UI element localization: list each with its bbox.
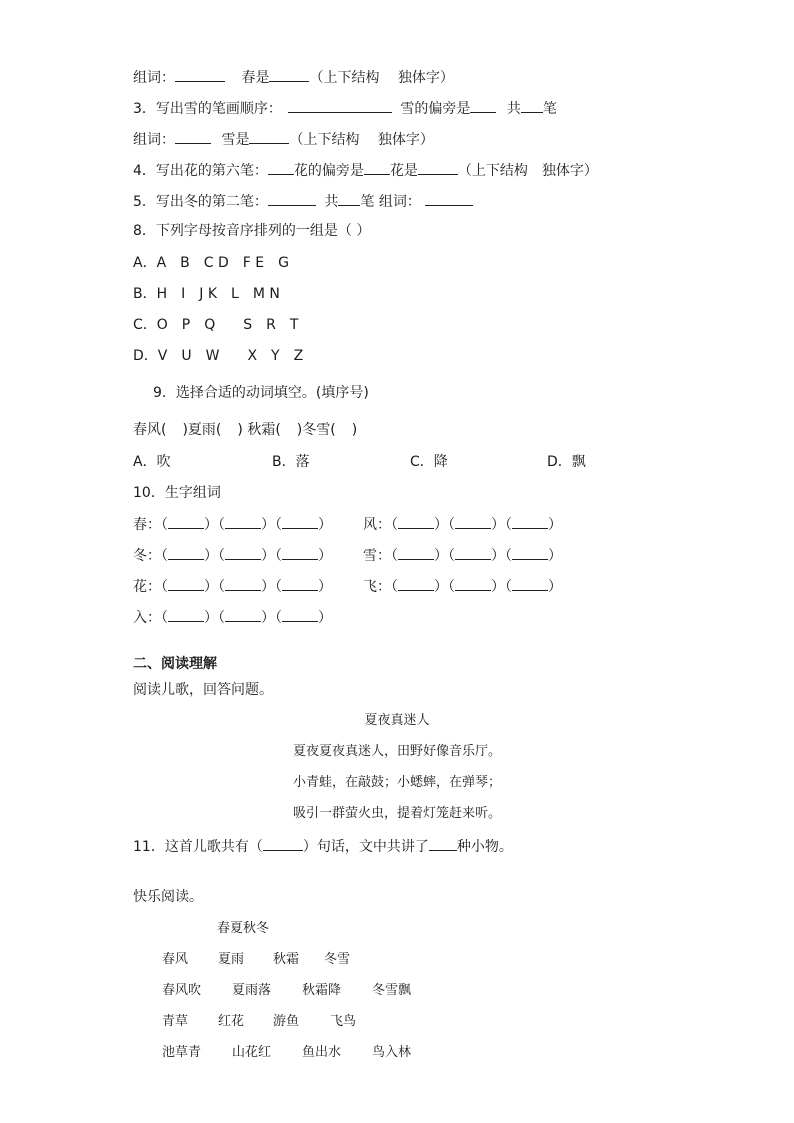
paren-open: （ bbox=[218, 548, 225, 564]
question-8-option-d[interactable]: D．V U W X Y Z bbox=[133, 348, 304, 364]
paren-open: （ bbox=[391, 579, 398, 595]
answer-blank[interactable] bbox=[175, 128, 211, 144]
paren-open: （ bbox=[218, 610, 225, 626]
answer-blank[interactable] bbox=[398, 545, 434, 560]
reading-intro: 快乐阅读。 bbox=[133, 889, 203, 905]
answer-blank[interactable] bbox=[338, 190, 360, 206]
paren-open: （ bbox=[275, 579, 282, 595]
label: 花是 bbox=[389, 163, 418, 179]
paren-close: ） bbox=[261, 579, 275, 595]
paren-close: ） bbox=[548, 579, 562, 595]
reading-word: 鸟入林 bbox=[372, 1045, 412, 1060]
label: 种小物。 bbox=[456, 839, 513, 855]
paren-close: ） bbox=[204, 517, 218, 533]
paren-close: ） bbox=[548, 548, 562, 564]
paren-open: （ bbox=[218, 517, 225, 533]
paren-open: （ bbox=[275, 548, 282, 564]
label: 共 bbox=[506, 101, 521, 117]
character-label: 雪： bbox=[363, 548, 391, 564]
answer-blank[interactable] bbox=[249, 128, 289, 144]
label: 共 bbox=[324, 194, 339, 210]
word-group-row-left bbox=[133, 607, 332, 628]
label: 笔 bbox=[542, 101, 557, 117]
reading-word: 青草 bbox=[162, 1014, 189, 1029]
answer-blank[interactable] bbox=[521, 97, 543, 113]
answer-blank[interactable] bbox=[418, 159, 458, 175]
paren-close: ） bbox=[261, 610, 275, 626]
answer-blank[interactable] bbox=[398, 576, 434, 591]
paren-open: （ bbox=[275, 610, 282, 626]
poem-line: 小青蛙，在敲鼓；小蟋蟀，在弹琴； bbox=[292, 775, 501, 790]
paren-close: ） bbox=[261, 517, 275, 533]
word-group-row-left bbox=[133, 576, 332, 597]
answer-blank[interactable] bbox=[225, 576, 261, 591]
paren-close: ） bbox=[261, 548, 275, 564]
answer-blank[interactable] bbox=[512, 576, 548, 591]
poem-line: 吸引一群萤火虫，提着灯笼赶来听。 bbox=[292, 806, 501, 821]
answer-blank[interactable] bbox=[168, 607, 204, 622]
fill-text: ) bbox=[351, 422, 358, 438]
answer-blank[interactable] bbox=[268, 190, 316, 206]
paren-close: ） bbox=[548, 517, 562, 533]
question-9-stem: 9．选择合适的动词填空。(填序号) bbox=[153, 385, 369, 401]
answer-blank[interactable] bbox=[282, 514, 318, 529]
paren-close: ） bbox=[318, 548, 332, 564]
poem-line: 夏夜夏夜真迷人，田野好像音乐厅。 bbox=[292, 744, 501, 759]
answer-blank[interactable] bbox=[282, 576, 318, 591]
reading-word: 山花红 bbox=[232, 1045, 272, 1060]
fill-text: ) 秋霜( bbox=[237, 422, 281, 438]
paren-open: （ bbox=[218, 579, 225, 595]
answer-blank[interactable] bbox=[512, 514, 548, 529]
answer-blank[interactable] bbox=[225, 514, 261, 529]
character-label: 入： bbox=[133, 610, 161, 626]
label: 笔 组词： bbox=[360, 194, 421, 210]
paren-open: （ bbox=[161, 517, 168, 533]
reading-word: 冬雪 bbox=[324, 952, 351, 967]
label: 组词： bbox=[133, 70, 175, 86]
paren-close: ） bbox=[491, 517, 505, 533]
answer-blank[interactable] bbox=[225, 545, 261, 560]
word-group-row-left bbox=[133, 545, 332, 566]
question-8-option-a[interactable]: A．A B C D F E G bbox=[133, 255, 289, 271]
reading-word: 秋霜 bbox=[273, 952, 300, 967]
reading-word: 春风吹 bbox=[162, 983, 202, 998]
question-4-line bbox=[133, 159, 598, 181]
question-3-stem: 3．写出雪的笔画顺序： bbox=[133, 101, 282, 117]
reading-word: 夏雨落 bbox=[232, 983, 272, 998]
answer-blank[interactable] bbox=[288, 97, 392, 113]
paren-open: （ bbox=[505, 548, 512, 564]
answer-blank[interactable] bbox=[263, 835, 303, 851]
paren-open: （ bbox=[391, 548, 398, 564]
reading-word: 秋霜降 bbox=[302, 983, 342, 998]
paren-open: （ bbox=[161, 610, 168, 626]
paren-open: （ bbox=[448, 517, 455, 533]
label: 花的偏旁是 bbox=[293, 163, 364, 179]
answer-blank[interactable] bbox=[455, 514, 491, 529]
answer-blank[interactable] bbox=[175, 66, 225, 82]
question-9-option-a[interactable]: A．吹 bbox=[133, 454, 171, 470]
question-4-stem: 4．写出花的第六笔： bbox=[133, 163, 268, 179]
reading-word: 飞鸟 bbox=[330, 1014, 357, 1029]
structure-choice: （上下结构 独体字） bbox=[289, 132, 434, 148]
question-10-stem: 10．生字组词 bbox=[133, 485, 221, 501]
label: ）句话，文中共讲了 bbox=[302, 839, 429, 855]
answer-blank[interactable] bbox=[168, 576, 204, 591]
paren-open: （ bbox=[161, 579, 168, 595]
word-group-line-xue bbox=[133, 128, 434, 150]
fill-text: )冬雪( bbox=[296, 422, 336, 438]
structure-choice: （上下结构 独体字） bbox=[309, 70, 454, 86]
label: 组词： bbox=[133, 132, 175, 148]
reading-word: 游鱼 bbox=[273, 1014, 300, 1029]
word-group-row-right bbox=[363, 576, 562, 597]
answer-blank[interactable] bbox=[168, 545, 204, 560]
character-label: 花： bbox=[133, 579, 161, 595]
paren-close: ） bbox=[318, 579, 332, 595]
question-8-stem: 8．下列字母按音序排列的一组是（ ） bbox=[133, 223, 371, 239]
question-8-option-b[interactable]: B．H I J K L M N bbox=[133, 286, 280, 302]
character-label: 飞： bbox=[363, 579, 391, 595]
paren-open: （ bbox=[505, 517, 512, 533]
paren-open: （ bbox=[448, 548, 455, 564]
word-group-line-chun bbox=[133, 66, 454, 88]
label: 春是 bbox=[241, 70, 270, 86]
question-5-line bbox=[133, 190, 473, 212]
section-heading: 二、阅读理解 bbox=[133, 656, 217, 672]
paren-close: ） bbox=[434, 517, 448, 533]
paren-open: （ bbox=[391, 517, 398, 533]
label: 雪是 bbox=[221, 132, 250, 148]
poem-title: 夏夜真迷人 bbox=[364, 713, 430, 728]
fill-text: )夏雨( bbox=[182, 422, 222, 438]
answer-blank[interactable] bbox=[364, 159, 390, 175]
reading-word: 夏雨 bbox=[218, 952, 245, 967]
character-label: 风： bbox=[363, 517, 391, 533]
paren-open: （ bbox=[161, 548, 168, 564]
paren-close: ） bbox=[491, 579, 505, 595]
reading-word: 红花 bbox=[218, 1014, 245, 1029]
answer-blank[interactable] bbox=[398, 514, 434, 529]
answer-blank[interactable] bbox=[455, 576, 491, 591]
structure-choice: （上下结构 独体字） bbox=[457, 163, 598, 179]
paren-close: ） bbox=[318, 517, 332, 533]
question-11-line bbox=[133, 835, 513, 857]
answer-blank[interactable] bbox=[269, 66, 309, 82]
question-5-stem: 5．写出冬的第二笔： bbox=[133, 194, 268, 210]
paren-close: ） bbox=[434, 548, 448, 564]
answer-blank[interactable] bbox=[282, 607, 318, 622]
question-3-line bbox=[133, 97, 557, 119]
reading-word: 池草青 bbox=[162, 1045, 202, 1060]
word-group-row-left bbox=[133, 514, 332, 535]
answer-blank[interactable] bbox=[512, 545, 548, 560]
paren-open: （ bbox=[275, 517, 282, 533]
paren-close: ） bbox=[204, 548, 218, 564]
reading-word: 鱼出水 bbox=[302, 1045, 342, 1060]
fill-text: 春风( bbox=[133, 422, 167, 438]
paren-close: ） bbox=[204, 610, 218, 626]
answer-blank[interactable] bbox=[425, 190, 473, 206]
word-group-row-right bbox=[363, 545, 562, 566]
paren-close: ） bbox=[491, 548, 505, 564]
question-11-stem: 11．这首儿歌共有（ bbox=[133, 839, 263, 855]
section-intro: 阅读儿歌，回答问题。 bbox=[133, 682, 273, 698]
character-label: 冬： bbox=[133, 548, 161, 564]
question-9-fill-line bbox=[133, 420, 357, 440]
answer-blank[interactable] bbox=[470, 97, 496, 113]
question-9-option-b[interactable]: B．落 bbox=[272, 454, 310, 470]
question-9-option-d[interactable]: D．飘 bbox=[547, 454, 586, 470]
character-label: 春： bbox=[133, 517, 161, 533]
paren-close: ） bbox=[204, 579, 218, 595]
question-8-option-c[interactable]: C．O P Q S R T bbox=[133, 317, 299, 333]
answer-blank[interactable] bbox=[282, 545, 318, 560]
reading-title: 春夏秋冬 bbox=[217, 921, 270, 936]
question-9-option-c[interactable]: C．降 bbox=[410, 454, 448, 470]
reading-word: 春风 bbox=[162, 952, 189, 967]
word-group-row-right bbox=[363, 514, 562, 535]
label: 雪的偏旁是 bbox=[400, 101, 471, 117]
answer-blank[interactable] bbox=[168, 514, 204, 529]
paren-open: （ bbox=[448, 579, 455, 595]
answer-blank[interactable] bbox=[268, 159, 294, 175]
answer-blank[interactable] bbox=[455, 545, 491, 560]
paren-close: ） bbox=[318, 610, 332, 626]
reading-word: 冬雪飘 bbox=[372, 983, 412, 998]
answer-blank[interactable] bbox=[225, 607, 261, 622]
paren-open: （ bbox=[505, 579, 512, 595]
paren-close: ） bbox=[434, 579, 448, 595]
answer-blank[interactable] bbox=[429, 835, 457, 851]
